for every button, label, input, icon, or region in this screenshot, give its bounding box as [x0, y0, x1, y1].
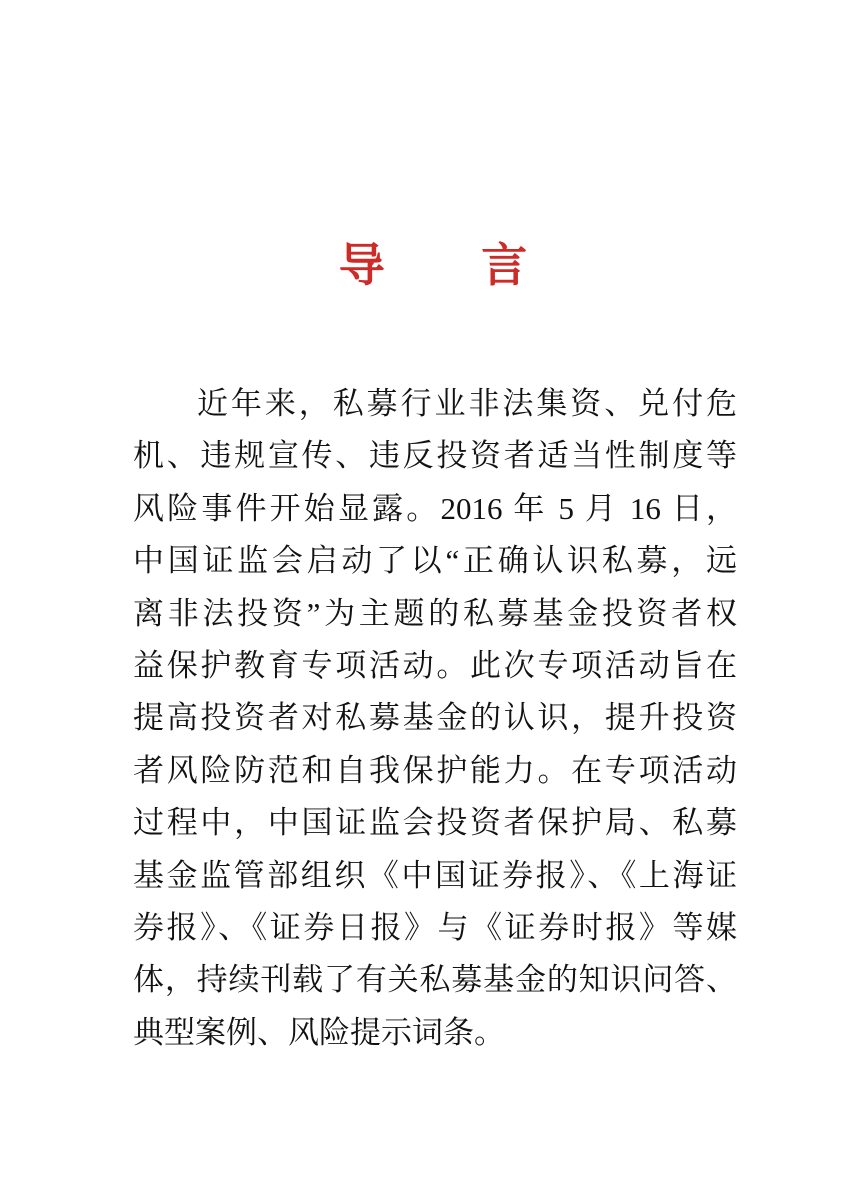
text-line: 离非法投资”为主题的私募基金投资者权	[133, 595, 737, 631]
text-line: 典型案例、风险提示词条。	[133, 1014, 505, 1050]
chapter-title: 导 言	[338, 240, 553, 291]
text-line: 风险事件开始显露。2016 年 5 月 16 日，	[133, 490, 737, 526]
text-line: 者风险防范和自我保护能力。在专项活动	[133, 752, 737, 788]
text-line: 益保护教育专项活动。此次专项活动旨在	[133, 647, 737, 683]
text-line: 过程中，中国证监会投资者保护局、私募	[133, 805, 737, 841]
text-line: 券报》、《证券日报》与《证券时报》等媒	[133, 909, 737, 945]
text-line: 中国证监会启动了以“正确认识私募，远	[133, 543, 737, 579]
text-line: 基金监管部组织《中国证券报》、《上海证	[133, 857, 737, 893]
text-line: 体，持续刊载了有关私募基金的知识问答、	[133, 962, 737, 998]
text-line: 机、违规宣传、违反投资者适当性制度等	[133, 438, 737, 474]
text-line: 提高投资者对私募基金的认识，提升投资	[133, 700, 737, 736]
text-line: 近年来，私募行业非法集资、兑付危	[197, 386, 737, 421]
paragraph	[133, 378, 737, 1059]
